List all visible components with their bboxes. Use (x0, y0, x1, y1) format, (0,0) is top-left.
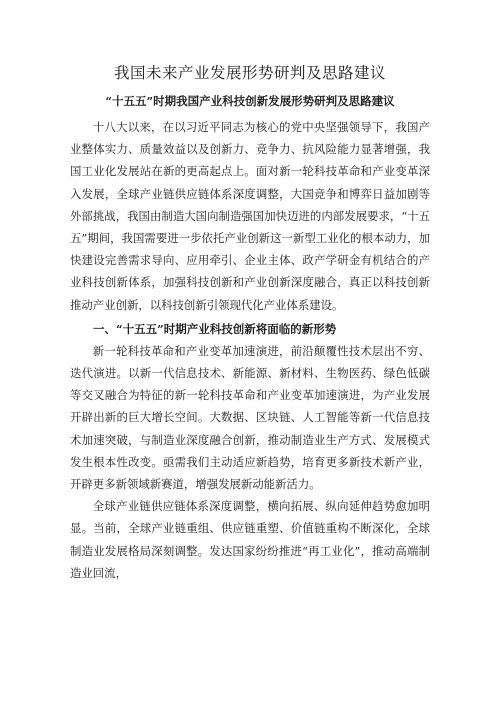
section1-paragraph-1: 新一轮科技革命和产业变革加速演进，前沿颠覆性技术层出不穷、迭代演进。以新一代信息技术、新能源、新材料、生物医药、绿色低碳等交叉融合为特征的新一轮科技革命和产业变革加速演进，为产业发展开辟出新的巨大增长空间。大数据、区块链、人工智能等新一代信息技术加速突破，与制造业深度融合创新，推动制造业生产方式、发展模式发生根本性改变。亟需我们主动适应新趋势，培育更多新技术新产业，开辟更多新领域新赛道，增强发展新动能新活力。 (70, 343, 430, 492)
intro-paragraph: 十八大以来，在以习近平同志为核心的党中央坚强领导下，我国产业整体实力、质量效益以及创新力、竞争力、抗风险能力显著增强，我国工业化发展站在新的更高起点上。面对新一轮科技革命和产业变革深入发展，全球产业链供应链体系深度调整，大国竞争和博弈日益加剧等外部挑战，我国由制造大国向制造强国加快迈进的内部发展要求，“十五五”期间，我国需要进一步依托产业创新这一新型工业化的根本动力，加快建设完善需求导向、应用牵引、企业主体、政产学研金有机结合的产业科技创新体系，加强科技创新和产业创新深度融合，真正以科技创新推动产业创新，以科技创新引领现代化产业体系建设。 (70, 120, 430, 312)
section-heading-1: 一、“十五五”时期产业科技创新将面临的新形势 (93, 321, 337, 336)
document-subtitle: “十五五”时期我国产业科技创新发展形势研判及思路建议 (105, 94, 395, 108)
document-title: 我国未来产业发展形势研判及思路建议 (113, 64, 386, 82)
section1-paragraph-2: 全球产业链供应链体系深度调整，横向拓展、纵向延伸趋势愈加明显。当前，全球产业链重组、供应链重塑、价值链重构不断深化，全球制造业发展格局深刻调整。发达国家纷纷推进“再工业化”，推动高端制造业回流， (70, 499, 430, 580)
document-page (70, 62, 430, 584)
